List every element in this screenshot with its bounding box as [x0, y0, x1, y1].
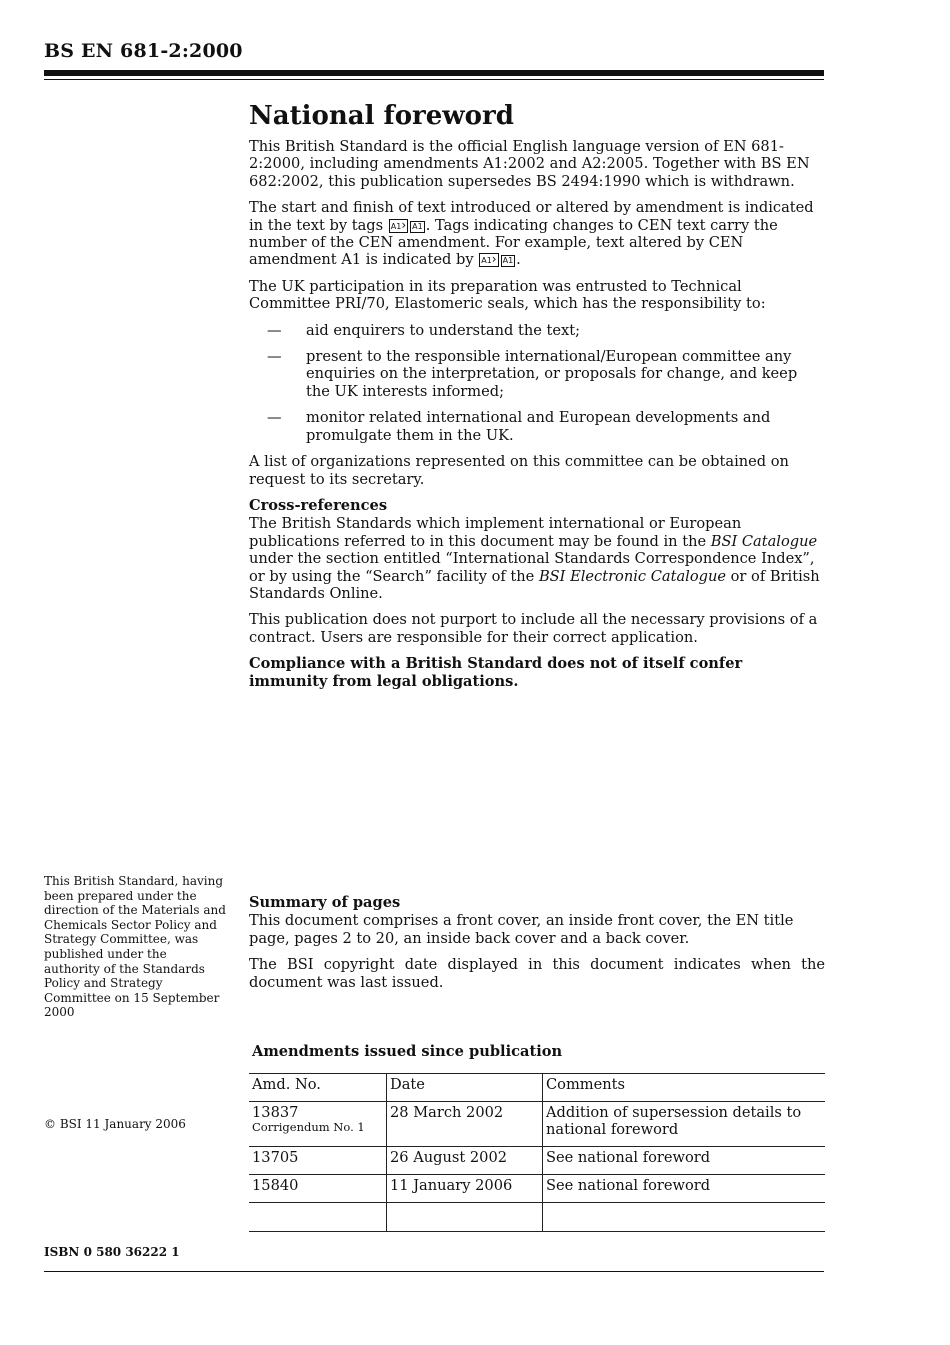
table-header-row — [249, 1074, 825, 1102]
national-foreword-section — [249, 100, 825, 699]
table-row — [249, 1102, 825, 1147]
document-id: BS EN 681-2:2000 — [44, 40, 243, 62]
crossref-text-b: under the section entitled “International Standards Correspondence Index”, or by using the “Search” facility of the — [249, 550, 815, 585]
empty-cell — [543, 1203, 826, 1232]
list-item-text: present to the responsible international/European committee any enquiries on the interpretation, or proposals for change, and keep the UK interests informed; — [306, 348, 798, 400]
tags-text-a: The start and finish of text introduced or altered by amendment is indicated in the text by tags — [249, 199, 814, 234]
publication-side-note: This British Standard, having been prepared under the direction of the Materials and Chemicals Sector Policy and Strategy Committee, was published under the authority of the Standards Policy and Strategy Committee on 15 September 2000 — [44, 874, 226, 1020]
header-rule-thick — [44, 70, 824, 76]
table-row-empty — [249, 1203, 825, 1232]
crossref-text-c: or of British Standards Online. — [249, 567, 820, 602]
dash-bullet: — — [267, 321, 282, 339]
list-item — [249, 348, 825, 400]
empty-cell — [249, 1203, 387, 1232]
list-item-text: monitor related international and European developments and promulgate them in the UK. — [306, 409, 771, 444]
cross-references-paragraph — [249, 515, 825, 602]
organizations-paragraph: A list of organizations represented on this committee can be obtained on request to its secretary. — [249, 453, 789, 488]
copyright-date-paragraph: The BSI copyright date displayed in this document indicates when the document was last issued. — [249, 956, 825, 991]
compliance-notice: Compliance with a British Standard does not of itself confer immunity from legal obligations. — [249, 655, 743, 690]
dash-bullet: — — [267, 409, 282, 427]
comment-cell: Addition of supersession details to national foreword — [543, 1102, 826, 1147]
amd-no: 13837 — [252, 1104, 299, 1121]
column-header: Comments — [543, 1074, 826, 1102]
header-rule-thin — [44, 79, 824, 80]
dash-bullet: — — [267, 348, 282, 366]
column-header: Date — [387, 1074, 543, 1102]
bsi-electronic-catalogue-title: BSI Electronic Catalogue — [538, 567, 726, 585]
comment-cell: See national foreword — [543, 1175, 826, 1203]
bsi-catalogue-title: BSI Catalogue — [710, 532, 818, 550]
example-end-tag-icon: A1 — [502, 256, 514, 266]
cross-references-heading: Cross-references — [249, 496, 388, 514]
amendments-title: Amendments issued since publication — [252, 1043, 563, 1060]
amd-sub-note: Corrigendum No. 1 — [252, 1120, 365, 1134]
footer-rule — [44, 1271, 824, 1272]
summary-heading: Summary of pages — [249, 894, 401, 911]
responsibility-list — [249, 322, 825, 444]
committee-paragraph: The UK participation in its preparation was entrusted to Technical Committee PRI/70, Elastomeric seals, which has the responsibility to: — [249, 277, 766, 313]
amendment-end-tag-icon: A1 — [412, 221, 423, 231]
summary-of-pages-section — [249, 894, 825, 1000]
tags-text-c: . — [516, 251, 521, 269]
provisions-paragraph: This publication does not purport to include all the necessary provisions of a contract. Users are responsible for their correct application. — [249, 611, 818, 646]
page-title: National foreword — [249, 101, 514, 131]
crossref-text-a: The British Standards which implement international or European publications referred to in this document may be found in the — [249, 515, 742, 550]
amd-no-cell: 15840 — [249, 1175, 387, 1203]
list-item — [249, 322, 825, 339]
table-row — [249, 1175, 825, 1203]
comment-cell: See national foreword — [543, 1147, 826, 1175]
amendment-tags-paragraph — [249, 199, 825, 269]
amendment-start-tag-icon: A1 › — [389, 219, 408, 233]
summary-paragraph: This document comprises a front cover, an inside front cover, the EN title page, pages 2 to 20, an inside back cover and a back cover. — [249, 912, 794, 947]
date-cell: 28 March 2002 — [387, 1102, 543, 1147]
amendments-table — [249, 1073, 825, 1232]
empty-cell — [387, 1203, 543, 1232]
isbn: ISBN 0 580 36222 1 — [44, 1245, 180, 1259]
amd-no-cell — [249, 1102, 387, 1147]
tags-text-b: . Tags indicating changes to CEN text carry the number of the CEN amendment. For example, text altered by CEN amendment A1 is indicated by — [249, 216, 778, 269]
table-row — [249, 1147, 825, 1175]
list-item-text: aid enquirers to understand the text; — [306, 321, 581, 339]
column-header: Amd. No. — [249, 1074, 387, 1102]
list-item — [249, 409, 825, 444]
date-cell: 11 January 2006 — [387, 1175, 543, 1203]
copyright-notice: © BSI 11 January 2006 — [44, 1117, 186, 1131]
amd-no-cell: 13705 — [249, 1147, 387, 1175]
example-start-tag-icon: A1 › — [479, 253, 498, 267]
intro-paragraph: This British Standard is the official English language version of EN 681-2:2000, including amendments A1:2002 and A2:2005. Together with BS EN 682:2002, this publication supersedes BS 2494:1990 which is withdrawn. — [249, 138, 810, 190]
date-cell: 26 August 2002 — [387, 1147, 543, 1175]
